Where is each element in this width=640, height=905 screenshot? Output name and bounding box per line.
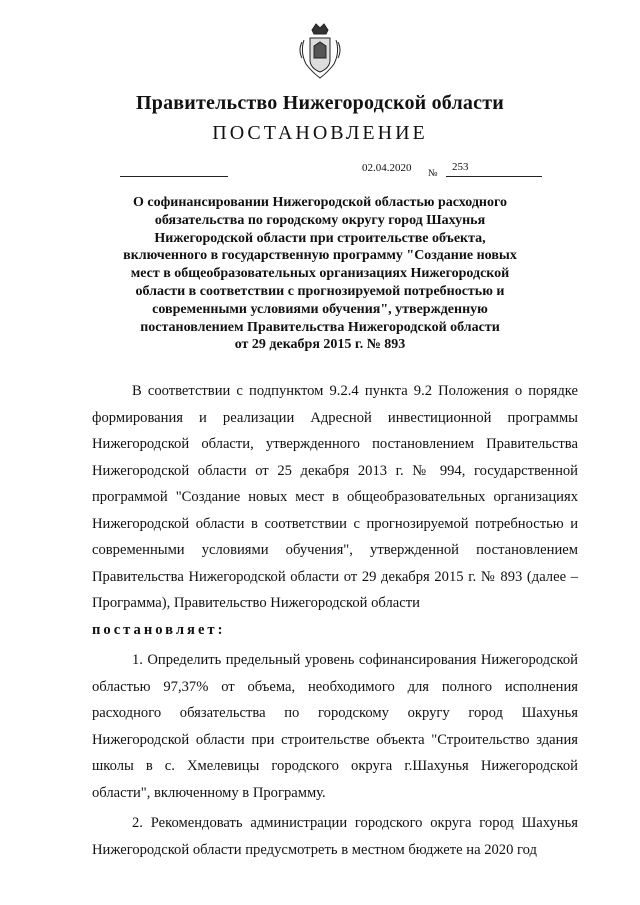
subject-line: области в соответствии с прогнозируемой потребностью и xyxy=(135,283,505,299)
number-underline xyxy=(446,176,542,177)
item-2-paragraph: 2. Рекомендовать администрации городского округа город Шахунья Нижегородской области предусмотреть в местном бюджете на 2020 год xyxy=(92,815,578,858)
resolves-keyword: постановляет: xyxy=(92,621,226,638)
subject-line: обязательства по городскому округу город Шахунья xyxy=(154,212,486,228)
subject-line: мест в общеобразовательных организациях Нижегородской xyxy=(130,266,510,282)
subject-line: О софинансировании Нижегородской областью расходного xyxy=(133,195,507,210)
document-body xyxy=(92,378,578,863)
number-sign: № xyxy=(428,168,438,179)
subject-line: постановлением Правительства Нижегородской области xyxy=(140,319,500,335)
item-1-paragraph: 1. Определить предельный уровень софинансирования Нижегородской областью 97,37% от объема, необходимого для полного исполнения расходного обязательства по городскому округу город Шахунья Нижегородской области при строительстве объекта "Строительство здания школы в с. Хмелевицы городского округа г.Шахунья Нижегородской области", включенному в Программу. xyxy=(92,652,578,801)
coat-of-arms-icon xyxy=(298,22,342,80)
document-date: 02.04.2020 xyxy=(362,162,412,174)
document-number: 253 xyxy=(452,161,469,173)
subject-line: включенного в государственную программу "Создание новых xyxy=(123,248,517,264)
subject-line: Нижегородской области при строительстве объекта, xyxy=(154,230,486,246)
subject-line: современными условиями обучения", утвержденную xyxy=(152,301,488,317)
preamble-paragraph: В соответствии с подпунктом 9.2.4 пункта 9.2 Положения о порядке формирования и реализации Адресной инвестиционной программы Нижегородской области, утвержденного постановлением Правительства Нижегородской области от 25 декабря 2013 г. № 994, государственной программой "Создание новых мест в общеобразовательных организациях Нижегородской области в соответствии с прогнозируемой потребностью и современными условиями обучения", утвержденной постановлением Правительства Нижегородской области от 29 декабря 2015 г. № 893 (далее – Программа), Правительство Нижегородской области xyxy=(92,383,578,611)
government-title: Правительство Нижегородской области xyxy=(136,92,504,114)
document-subject xyxy=(110,194,530,354)
document-type: ПОСТАНОВЛЕНИЕ xyxy=(212,122,428,144)
subject-line: от 29 декабря 2015 г. № 893 xyxy=(234,337,406,353)
left-blank-line xyxy=(120,176,228,177)
